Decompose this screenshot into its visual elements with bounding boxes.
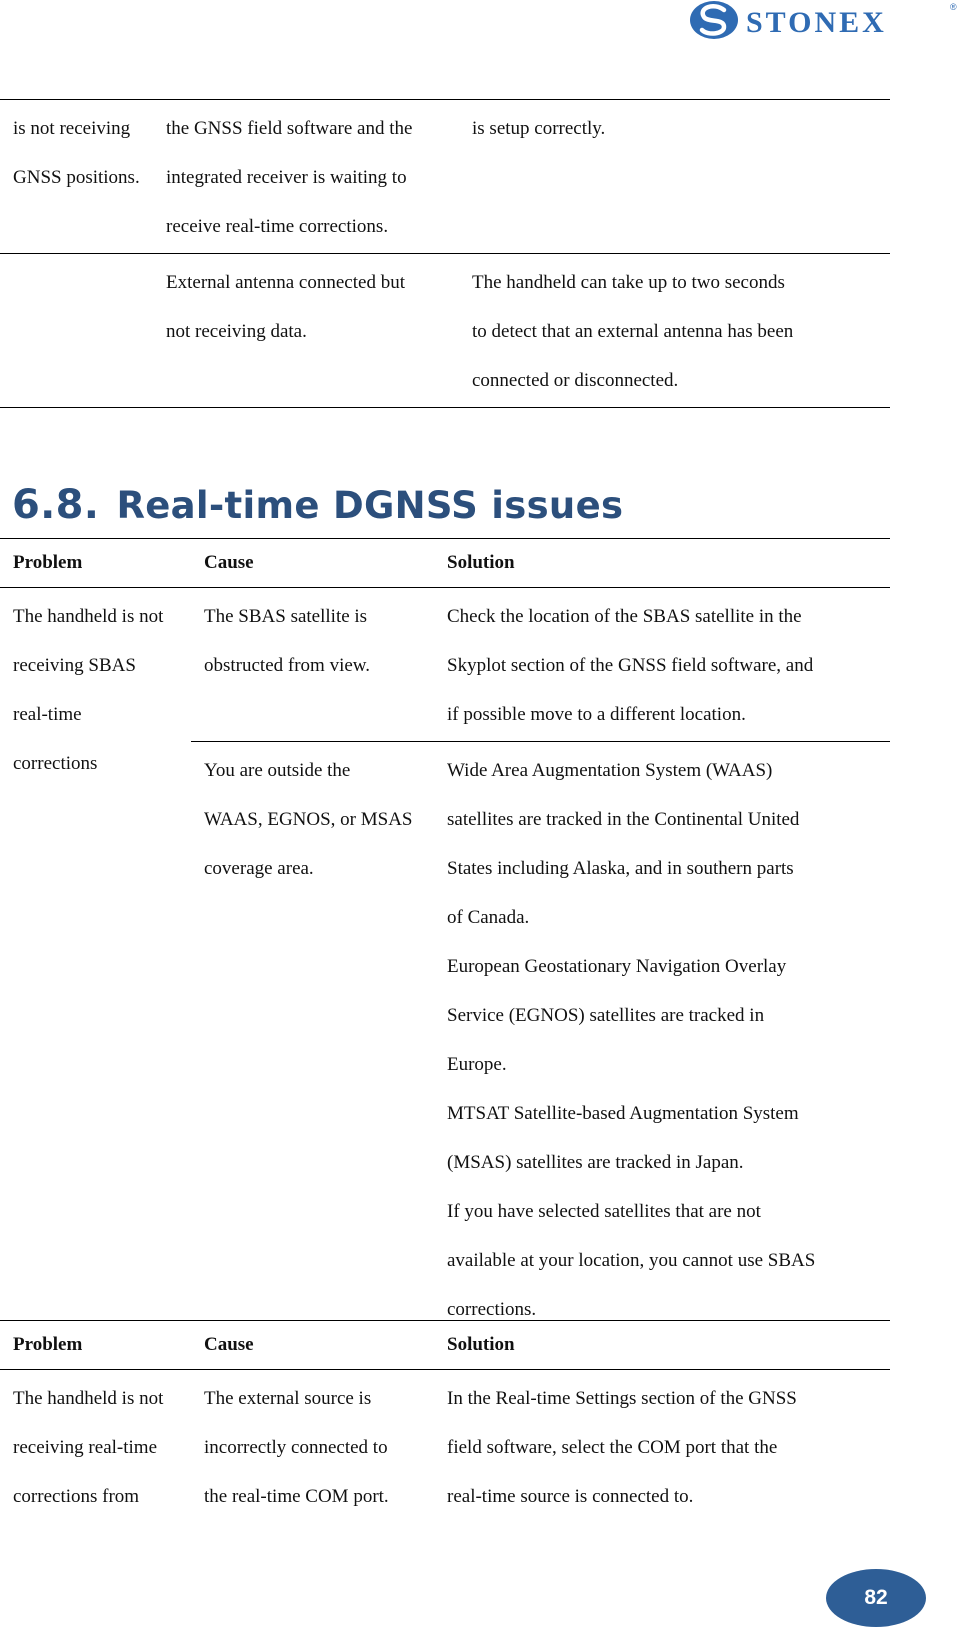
header-problem: Problem bbox=[0, 1321, 191, 1370]
continued-issues-table bbox=[0, 99, 890, 408]
logo-wordmark: STONEX bbox=[746, 6, 887, 39]
solution-cell bbox=[434, 1370, 890, 1524]
text-line: available at your location, you cannot use SBAS bbox=[447, 1250, 816, 1271]
problem-cell bbox=[0, 100, 153, 254]
text-line: satellites are tracked in the Continental United bbox=[447, 809, 800, 830]
problem-cell bbox=[0, 1370, 191, 1524]
solution-cell-text bbox=[447, 742, 890, 1336]
header-cause: Cause bbox=[191, 539, 434, 588]
table-row bbox=[0, 254, 890, 408]
page-number: 82 bbox=[864, 1586, 888, 1609]
section-heading bbox=[12, 482, 623, 528]
section-title: Real-time DGNSS issues bbox=[116, 484, 624, 527]
header-solution: Solution bbox=[434, 1321, 890, 1370]
text-line: is setup correctly. bbox=[472, 118, 606, 139]
table-row bbox=[0, 588, 890, 742]
text-line: The handheld is not bbox=[13, 1388, 164, 1409]
header-cause: Cause bbox=[191, 1321, 434, 1370]
solution-cell-text bbox=[472, 254, 890, 407]
problem-cell-text bbox=[13, 588, 191, 790]
text-line: receiving real-time bbox=[13, 1437, 158, 1458]
cause-cell bbox=[153, 100, 459, 254]
solution-cell-text bbox=[447, 1370, 890, 1523]
cause-cell-text bbox=[166, 254, 459, 358]
text-line: of Canada. bbox=[447, 907, 530, 928]
text-line: MTSAT Satellite-based Augmentation System bbox=[447, 1103, 799, 1124]
section-number: 6.8. bbox=[12, 482, 100, 528]
text-line: The handheld can take up to two seconds bbox=[472, 272, 785, 293]
text-line: receiving SBAS bbox=[13, 655, 136, 676]
problem-cell-text bbox=[13, 1370, 191, 1523]
text-line: corrections bbox=[13, 753, 98, 774]
cause-cell bbox=[191, 742, 434, 1337]
solution-cell-text bbox=[472, 100, 890, 155]
cause-cell bbox=[191, 588, 434, 742]
text-line: coverage area. bbox=[204, 858, 314, 879]
table-row bbox=[0, 100, 890, 254]
table-row bbox=[0, 1370, 890, 1524]
text-line: (MSAS) satellites are tracked in Japan. bbox=[447, 1152, 744, 1173]
solution-cell bbox=[434, 742, 890, 1337]
cause-cell-text bbox=[204, 1370, 434, 1523]
text-line: not receiving data. bbox=[166, 321, 307, 342]
text-line: corrections from bbox=[13, 1486, 140, 1507]
header-solution: Solution bbox=[434, 539, 890, 588]
text-line: incorrectly connected to bbox=[204, 1437, 388, 1458]
solution-cell bbox=[459, 100, 890, 254]
realtime-source-issues-table bbox=[0, 1320, 890, 1523]
text-line: real-time bbox=[13, 704, 82, 725]
text-line: The handheld is not bbox=[13, 606, 164, 627]
problem-cell-text bbox=[13, 254, 153, 260]
text-line: if possible move to a different location. bbox=[447, 704, 746, 725]
cause-cell bbox=[191, 1370, 434, 1524]
text-line: European Geostationary Navigation Overlay bbox=[447, 956, 787, 977]
cause-cell-text bbox=[204, 742, 434, 895]
text-line: obstructed from view. bbox=[204, 655, 371, 676]
text-line: field software, select the COM port that the bbox=[447, 1437, 778, 1458]
text-line: Check the location of the SBAS satellite in the bbox=[447, 606, 802, 627]
text-line: Skyplot section of the GNSS field software, and bbox=[447, 655, 814, 676]
text-line: to detect that an external antenna has been bbox=[472, 321, 794, 342]
stonex-logo-graphic bbox=[690, 0, 958, 44]
cause-cell-text bbox=[166, 100, 459, 253]
cause-cell bbox=[153, 254, 459, 408]
problem-cell bbox=[0, 588, 191, 1337]
text-line: In the Real-time Settings section of the GNSS bbox=[447, 1388, 797, 1409]
text-line: integrated receiver is waiting to bbox=[166, 167, 407, 188]
solution-cell bbox=[459, 254, 890, 408]
sbas-issues-table bbox=[0, 538, 890, 1336]
text-line: Europe. bbox=[447, 1054, 507, 1075]
text-line: corrections. bbox=[447, 1299, 537, 1320]
text-line: Wide Area Augmentation System (WAAS) bbox=[447, 760, 773, 781]
text-line: The external source is bbox=[204, 1388, 372, 1409]
text-line: is not receiving bbox=[13, 118, 131, 139]
page-number-badge bbox=[826, 1569, 926, 1627]
solution-cell bbox=[434, 588, 890, 742]
table-header-row bbox=[0, 539, 890, 588]
registered-mark: ® bbox=[950, 2, 957, 12]
text-line: You are outside the bbox=[204, 760, 351, 781]
text-line: connected or disconnected. bbox=[472, 370, 679, 391]
table-header-row bbox=[0, 1321, 890, 1370]
stonex-logo bbox=[690, 0, 958, 44]
text-line: receive real-time corrections. bbox=[166, 216, 389, 237]
text-line: If you have selected satellites that are not bbox=[447, 1201, 761, 1222]
text-line: Service (EGNOS) satellites are tracked in bbox=[447, 1005, 765, 1026]
problem-cell bbox=[0, 254, 153, 408]
text-line: WAAS, EGNOS, or MSAS bbox=[204, 809, 413, 830]
problem-cell-text bbox=[13, 100, 153, 204]
text-line: the real-time COM port. bbox=[204, 1486, 389, 1507]
text-line: States including Alaska, and in southern parts bbox=[447, 858, 794, 879]
text-line: GNSS positions. bbox=[13, 167, 140, 188]
text-line: the GNSS field software and the bbox=[166, 118, 413, 139]
text-line: real-time source is connected to. bbox=[447, 1486, 694, 1507]
text-line: The SBAS satellite is bbox=[204, 606, 368, 627]
solution-cell-text bbox=[447, 588, 890, 741]
cause-cell-text bbox=[204, 588, 434, 692]
text-line: External antenna connected but bbox=[166, 272, 405, 293]
header-problem: Problem bbox=[0, 539, 191, 588]
